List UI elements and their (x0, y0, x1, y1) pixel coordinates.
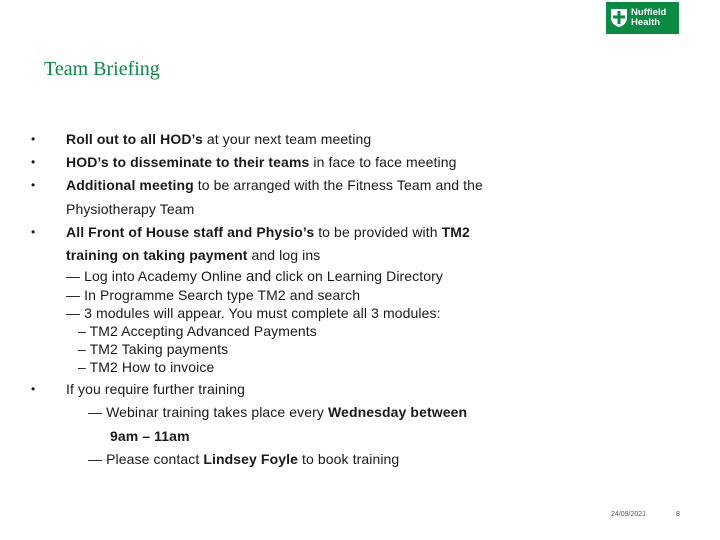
module-item: – TM2 Accepting Advanced Payments (78, 323, 317, 339)
shield-cross-icon (610, 8, 628, 28)
sub-item-modules: — 3 modules will appear. You must complete all 3 modules: (66, 305, 441, 321)
webinar-time: 9am – 11am (110, 428, 190, 444)
sub-item-contact (88, 450, 399, 468)
bullet-4-line-2 (66, 246, 320, 264)
bullet-3-text: to be arranged with the Fitness Team and the (193, 177, 483, 193)
page-title: Team Briefing (44, 58, 160, 80)
bullet-marker: • (31, 132, 36, 146)
module-item: – TM2 Taking payments (78, 341, 229, 357)
bullet-marker: • (31, 225, 36, 239)
sub-item-1-suffix: click on Learning Directory (271, 268, 444, 284)
bullet-4-line-2-text: and log ins (247, 247, 321, 263)
sub-item-programme-search: — In Programme Search type TM2 and search (66, 287, 361, 303)
sub-item-1-and: and (246, 268, 272, 285)
logo-line-2: Health (631, 17, 661, 28)
webinar-bold: Wednesday between (328, 404, 468, 420)
module-item: – TM2 How to invoice (78, 359, 215, 375)
bullet-2-bold: HOD’s to disseminate to their teams (66, 154, 310, 170)
bullet-1-bold: Roll out to all HOD’s (66, 131, 203, 147)
sub-item-log-into-academy (66, 267, 443, 286)
bullet-4-line-2-bold: training on taking payment (66, 247, 248, 263)
contact-name: Lindsey Foyle (203, 451, 298, 467)
bullet-1 (66, 130, 371, 148)
bullet-4 (66, 223, 470, 241)
bullet-2 (66, 153, 457, 171)
contact-text: — Please contact (88, 451, 204, 467)
bullet-marker: • (31, 382, 36, 396)
bullet-marker: • (31, 155, 36, 169)
sub-item-1-prefix: — Log into Academy Online (66, 268, 247, 284)
nuffield-health-logo (606, 2, 679, 34)
bullet-1-text: at your next team meeting (202, 131, 372, 147)
bullet-4-bold: All Front of House staff and Physio’s (66, 224, 315, 240)
bullet-4-text: to be provided with (314, 224, 442, 240)
logo-line-1: Nuffield (631, 7, 667, 18)
bullet-3-bold: Additional meeting (66, 177, 194, 193)
sub-item-webinar (88, 403, 467, 421)
bullet-3 (66, 176, 483, 194)
bullet-2-text: in face to face meeting (309, 154, 457, 170)
contact-suffix: to book training (298, 451, 400, 467)
bullet-5: If you require further training (66, 381, 245, 397)
page-number: 8 (676, 511, 680, 518)
webinar-text: — Webinar training takes place every (88, 404, 328, 420)
bullet-marker: • (31, 178, 36, 192)
bullet-4-bold-2: TM2 (441, 224, 470, 240)
footer-date: 24/09/2021 (611, 511, 647, 518)
bullet-3-continuation: Physiotherapy Team (66, 201, 195, 217)
